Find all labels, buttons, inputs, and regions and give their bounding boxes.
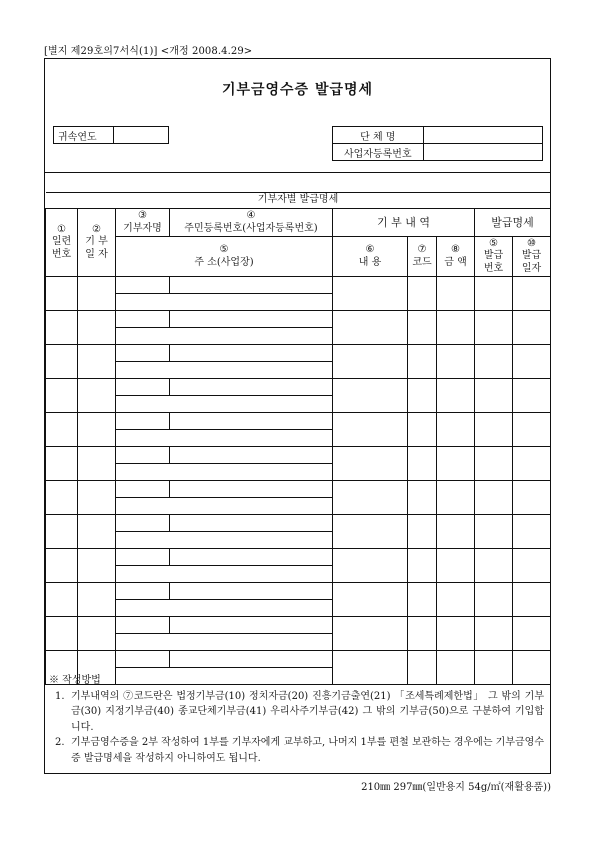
donation-date-cell[interactable] bbox=[78, 481, 116, 515]
form-frame bbox=[44, 58, 551, 774]
id-number-cell[interactable] bbox=[170, 549, 333, 566]
section-divider bbox=[45, 172, 550, 173]
col-code-header: ⑦ 코드 bbox=[408, 237, 437, 277]
serial-cell[interactable] bbox=[46, 447, 78, 481]
code-cell[interactable] bbox=[408, 515, 437, 549]
issuance-details-header: 발급명세 bbox=[475, 209, 551, 237]
donation-date-cell[interactable] bbox=[78, 379, 116, 413]
table-row bbox=[46, 617, 551, 634]
col-donor-name-header: ③ 기부자명 bbox=[116, 209, 170, 237]
id-number-cell[interactable] bbox=[170, 617, 333, 634]
address-cell[interactable] bbox=[116, 566, 333, 583]
col-amount-header: ⑧ 금 액 bbox=[437, 237, 475, 277]
content-cell[interactable] bbox=[333, 379, 408, 413]
serial-cell[interactable] bbox=[46, 345, 78, 379]
id-number-cell[interactable] bbox=[170, 277, 333, 294]
issue-number-cell[interactable] bbox=[475, 447, 513, 481]
donation-date-cell[interactable] bbox=[78, 549, 116, 583]
amount-cell[interactable] bbox=[437, 515, 475, 549]
donor-name-cell[interactable] bbox=[116, 515, 170, 532]
serial-cell[interactable] bbox=[46, 277, 78, 311]
donor-name-cell[interactable] bbox=[116, 549, 170, 566]
col-issue-date-header: ⑩ 발급 일자 bbox=[513, 237, 551, 277]
content-cell[interactable] bbox=[333, 617, 408, 651]
year-box bbox=[53, 126, 169, 144]
code-cell[interactable] bbox=[408, 583, 437, 617]
issue-number-cell[interactable] bbox=[475, 345, 513, 379]
serial-cell[interactable] bbox=[46, 617, 78, 651]
col-content-header: ⑥ 내 용 bbox=[333, 237, 408, 277]
issue-number-cell[interactable] bbox=[475, 583, 513, 617]
donation-date-cell[interactable] bbox=[78, 583, 116, 617]
table-row bbox=[46, 447, 551, 464]
issue-date-cell[interactable] bbox=[513, 413, 551, 447]
donation-details-header: 기 부 내 역 bbox=[333, 209, 475, 237]
donation-date-cell[interactable] bbox=[78, 277, 116, 311]
code-cell[interactable] bbox=[408, 617, 437, 651]
table-row bbox=[46, 277, 551, 294]
address-cell[interactable] bbox=[116, 396, 333, 413]
id-number-cell[interactable] bbox=[170, 583, 333, 600]
paper-spec: 210㎜ 297㎜(일반용지 54g/㎡(재활용품)) bbox=[361, 782, 551, 793]
issuance-table bbox=[45, 192, 551, 685]
address-cell[interactable] bbox=[116, 634, 333, 651]
donation-date-cell[interactable] bbox=[78, 515, 116, 549]
code-cell[interactable] bbox=[408, 311, 437, 345]
address-cell[interactable] bbox=[116, 328, 333, 345]
donor-name-cell[interactable] bbox=[116, 277, 170, 294]
donor-name-cell[interactable] bbox=[116, 447, 170, 464]
content-cell[interactable] bbox=[333, 311, 408, 345]
id-number-cell[interactable] bbox=[170, 413, 333, 430]
serial-cell[interactable] bbox=[46, 311, 78, 345]
amount-cell[interactable] bbox=[437, 379, 475, 413]
issue-number-cell[interactable] bbox=[475, 413, 513, 447]
donation-date-cell[interactable] bbox=[78, 345, 116, 379]
donation-date-cell[interactable] bbox=[78, 447, 116, 481]
col-issue-number-header: ⑤ 발급 번호 bbox=[475, 237, 513, 277]
issue-number-cell[interactable] bbox=[475, 549, 513, 583]
address-cell[interactable] bbox=[116, 532, 333, 549]
code-cell[interactable] bbox=[408, 413, 437, 447]
instructions-heading: ※ 작성방법 bbox=[49, 675, 101, 686]
instruction-item: 2. 기부금영수증을 2부 작성하여 1부를 기부자에게 교부하고, 나머지 1부를 편철 보관하는 경우에는 기부금영수증 발급명세을 작성하지 아니하여도 됩니다. bbox=[55, 737, 544, 764]
table-row bbox=[46, 345, 551, 362]
table-row bbox=[46, 481, 551, 498]
donor-name-cell[interactable] bbox=[116, 345, 170, 362]
biz-no-field[interactable] bbox=[423, 144, 542, 161]
code-cell[interactable] bbox=[408, 447, 437, 481]
issue-date-cell[interactable] bbox=[513, 277, 551, 311]
donor-name-cell[interactable] bbox=[116, 617, 170, 634]
amount-cell[interactable] bbox=[437, 549, 475, 583]
content-cell[interactable] bbox=[333, 515, 408, 549]
code-cell[interactable] bbox=[408, 345, 437, 379]
instruction-item: 1. 기부내역의 ⑦코드란은 법정기부금(10) 정치자금(20) 진흥기금출연(21) 「조세특례제한법」 그 밖의 기부금(30) 지정기부금(40) 종교단체기부금(41) 우리사주기부금(42) 그 밖의 기부금(50)으로 구분하여 기입합니다. bbox=[55, 690, 544, 733]
id-number-cell[interactable] bbox=[170, 447, 333, 464]
id-number-cell[interactable] bbox=[170, 515, 333, 532]
table-row bbox=[46, 311, 551, 328]
table-row bbox=[46, 583, 551, 600]
amount-cell[interactable] bbox=[437, 277, 475, 311]
issue-date-cell[interactable] bbox=[513, 617, 551, 651]
issue-date-cell[interactable] bbox=[513, 311, 551, 345]
issue-number-cell[interactable] bbox=[475, 277, 513, 311]
instructions bbox=[45, 673, 550, 766]
issue-number-cell[interactable] bbox=[475, 311, 513, 345]
issue-date-cell[interactable] bbox=[513, 515, 551, 549]
id-number-cell[interactable] bbox=[170, 379, 333, 396]
issue-number-cell[interactable] bbox=[475, 515, 513, 549]
year-label: 귀속연도 bbox=[54, 127, 114, 144]
issue-date-cell[interactable] bbox=[513, 345, 551, 379]
form-header-note: [별지 제29호의7서식(1)] <개정 2008.4.29> bbox=[44, 46, 253, 57]
donor-name-cell[interactable] bbox=[116, 379, 170, 396]
code-cell[interactable] bbox=[408, 379, 437, 413]
donation-date-cell[interactable] bbox=[78, 413, 116, 447]
code-cell[interactable] bbox=[408, 549, 437, 583]
amount-cell[interactable] bbox=[437, 345, 475, 379]
amount-cell[interactable] bbox=[437, 617, 475, 651]
year-field[interactable] bbox=[113, 127, 168, 144]
form-title: 기부금영수증 발급명세 bbox=[221, 82, 374, 98]
serial-cell[interactable] bbox=[46, 379, 78, 413]
amount-cell[interactable] bbox=[437, 481, 475, 515]
issue-number-cell[interactable] bbox=[475, 379, 513, 413]
biz-no-label: 사업자등록번호 bbox=[333, 144, 424, 161]
table-row bbox=[46, 413, 551, 430]
donor-name-cell[interactable] bbox=[116, 311, 170, 328]
table-row bbox=[46, 515, 551, 532]
content-cell[interactable] bbox=[333, 277, 408, 311]
donor-name-cell[interactable] bbox=[116, 651, 170, 668]
issue-date-cell[interactable] bbox=[513, 379, 551, 413]
content-cell[interactable] bbox=[333, 583, 408, 617]
table-row bbox=[46, 379, 551, 396]
address-cell[interactable] bbox=[116, 294, 333, 311]
donor-name-cell[interactable] bbox=[116, 413, 170, 430]
id-number-cell[interactable] bbox=[170, 651, 333, 668]
table-body bbox=[46, 193, 551, 685]
table-row bbox=[46, 549, 551, 566]
amount-cell[interactable] bbox=[437, 311, 475, 345]
serial-cell[interactable] bbox=[46, 515, 78, 549]
address-cell[interactable] bbox=[116, 430, 333, 447]
issue-number-cell[interactable] bbox=[475, 617, 513, 651]
serial-cell[interactable] bbox=[46, 583, 78, 617]
serial-cell[interactable] bbox=[46, 413, 78, 447]
serial-cell[interactable] bbox=[46, 549, 78, 583]
col-date-header: ② 기 부 일 자 bbox=[78, 209, 116, 277]
org-name-field[interactable] bbox=[423, 127, 542, 144]
address-cell[interactable] bbox=[116, 362, 333, 379]
table-row bbox=[46, 651, 551, 668]
amount-cell[interactable] bbox=[437, 583, 475, 617]
content-cell[interactable] bbox=[333, 447, 408, 481]
org-box bbox=[332, 126, 543, 161]
donation-date-cell[interactable] bbox=[78, 311, 116, 345]
address-cell[interactable] bbox=[116, 464, 333, 481]
content-cell[interactable] bbox=[333, 345, 408, 379]
amount-cell[interactable] bbox=[437, 447, 475, 481]
donation-date-cell[interactable] bbox=[78, 617, 116, 651]
donor-name-cell[interactable] bbox=[116, 583, 170, 600]
id-number-cell[interactable] bbox=[170, 481, 333, 498]
col-address-header: ⑤ 주 소(사업장) bbox=[116, 237, 333, 277]
content-cell[interactable] bbox=[333, 549, 408, 583]
content-cell[interactable] bbox=[333, 413, 408, 447]
org-name-label: 단 체 명 bbox=[333, 127, 424, 144]
serial-cell[interactable] bbox=[46, 481, 78, 515]
content-cell[interactable] bbox=[333, 481, 408, 515]
col-id-number-header: ④ 주민등록번호(사업자등록번호) bbox=[170, 209, 333, 237]
section-title: 기부자별 발급명세 bbox=[46, 193, 551, 209]
amount-cell[interactable] bbox=[437, 413, 475, 447]
id-number-cell[interactable] bbox=[170, 311, 333, 328]
address-cell[interactable] bbox=[116, 600, 333, 617]
address-cell[interactable] bbox=[116, 498, 333, 515]
issue-date-cell[interactable] bbox=[513, 583, 551, 617]
issue-number-cell[interactable] bbox=[475, 481, 513, 515]
code-cell[interactable] bbox=[408, 481, 437, 515]
col-serial-header: ① 일련 번호 bbox=[46, 209, 78, 277]
id-number-cell[interactable] bbox=[170, 345, 333, 362]
donor-name-cell[interactable] bbox=[116, 481, 170, 498]
issue-date-cell[interactable] bbox=[513, 549, 551, 583]
code-cell[interactable] bbox=[408, 277, 437, 311]
issue-date-cell[interactable] bbox=[513, 447, 551, 481]
issue-date-cell[interactable] bbox=[513, 481, 551, 515]
